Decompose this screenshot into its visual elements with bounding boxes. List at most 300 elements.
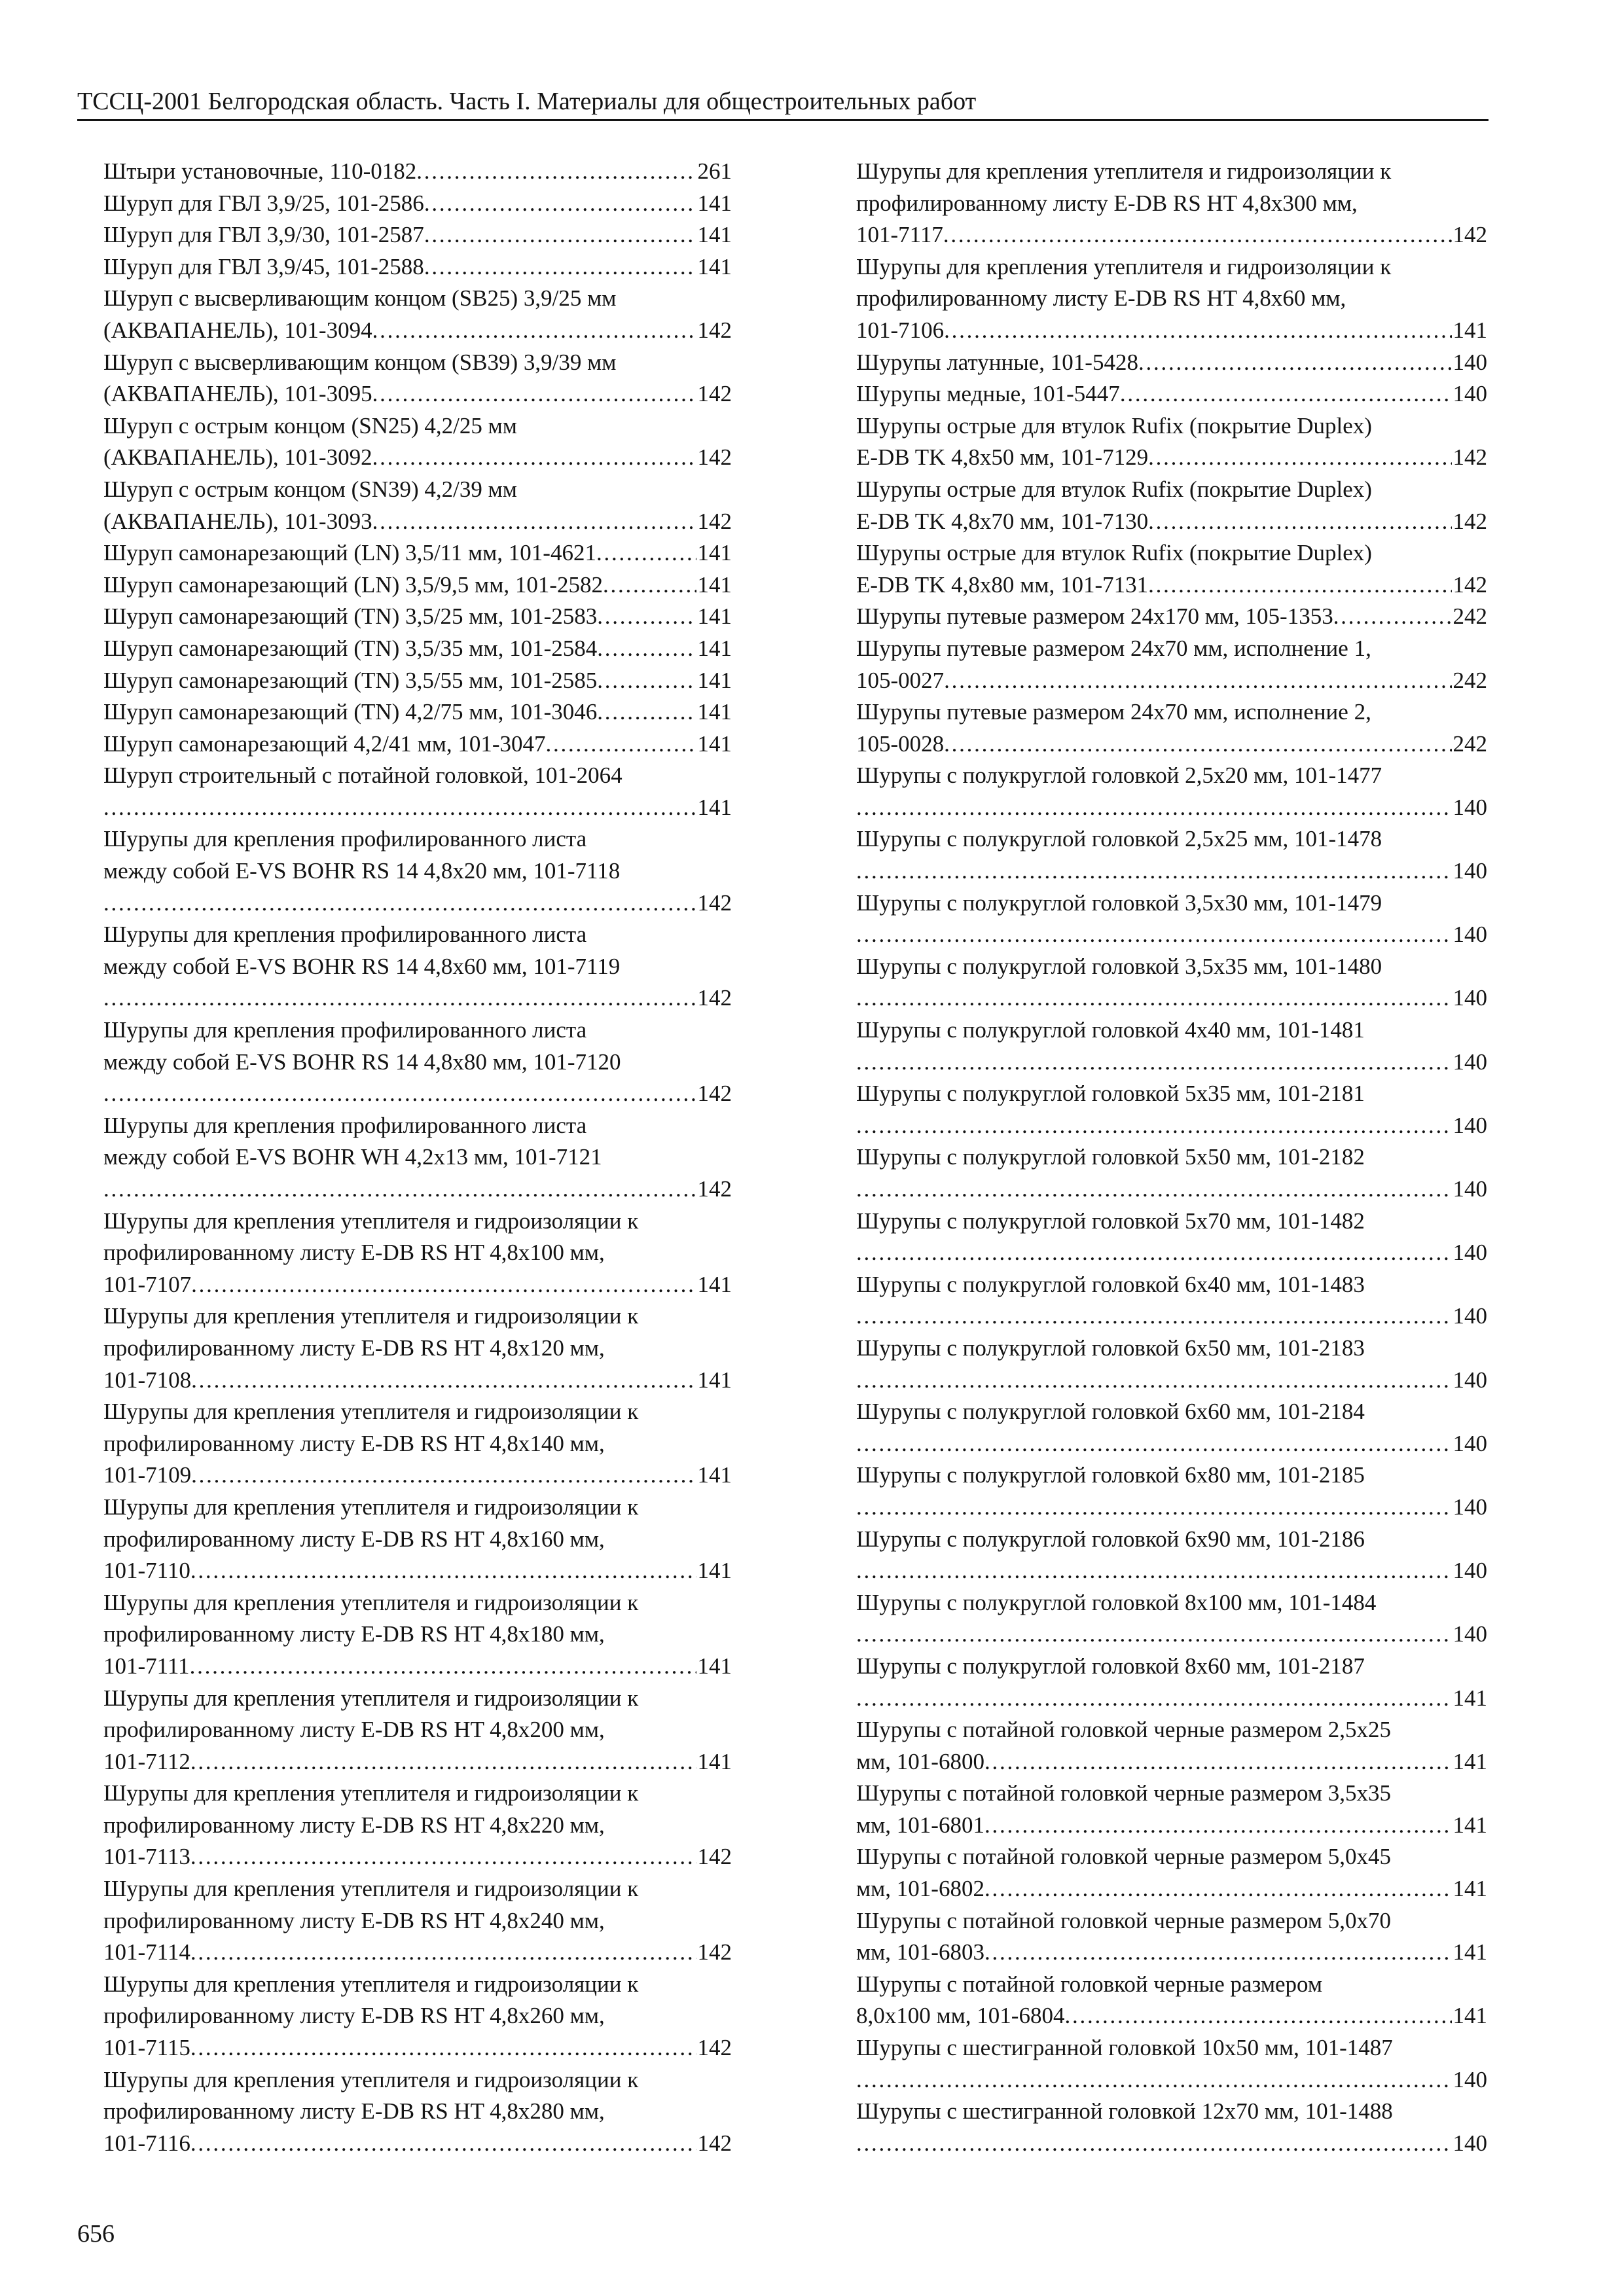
entry-text: Шурупы с потайной головкой черные размером 5,0x70 [856,1907,1392,1933]
entry-line [103,919,732,951]
entry-text: Шурупы с потайной головкой черные размером 2,5x25 [856,1717,1392,1743]
entry-text: Шурупы с полукруглой головкой 6x40 мм, 101-1483 [856,1271,1365,1297]
entry-line [856,474,1487,506]
dot-leader [856,982,1452,1014]
index-entry [77,1492,732,1587]
entry-page-number: 141 [697,222,732,248]
entry-text: 101-7110 [103,1558,190,1584]
entry-line [856,1365,1487,1397]
dot-leader [1120,378,1452,410]
entry-line [856,1810,1487,1842]
entry-text: профилированному листу E-DB RS HT 4,8x220 мм, [103,1812,605,1838]
index-entry [830,2096,1487,2159]
entry-line [103,537,732,569]
entry-line [103,188,732,220]
dot-leader [103,1174,696,1206]
entry-page-number: 141 [697,1462,732,1488]
entry-page-number: 141 [697,794,732,820]
entry-line [103,569,732,601]
dot-leader [856,1619,1452,1651]
entry-page-number: 141 [697,635,732,661]
index-entry [830,1396,1487,1460]
entry-page-number: 140 [1453,1558,1487,1584]
entry-line [103,1078,732,1110]
entry-page-number: 140 [1453,2130,1487,2156]
entry-page-number: 142 [697,889,732,916]
entry-text: 101-7112 [103,1748,190,1774]
entry-line [103,1905,732,1937]
entry-page-number: 140 [1453,1176,1487,1202]
entry-page-number: 142 [697,985,732,1011]
entry-text: Шурупы для крепления утеплителя и гидроизоляции к [103,1399,639,1425]
entry-line [856,919,1487,951]
entry-line [103,855,732,888]
entry-text: Шуруп для ГВЛ 3,9/25, 101-2586 [103,190,424,216]
entry-line [103,1365,732,1397]
entry-line [103,633,732,665]
entry-line [103,1778,732,1810]
entry-line [103,2128,732,2160]
entry-text: Шурупы для крепления профилированного листа [103,1017,587,1043]
entry-line [856,823,1487,855]
index-entry [77,2064,732,2160]
entry-text: Шурупы для крепления утеплителя и гидроизоляции к [856,158,1392,184]
entry-text: Шуруп самонарезающий (TN) 3,5/25 мм, 101-2583 [103,603,598,630]
entry-line [856,283,1487,315]
index-entry [830,1078,1487,1141]
entry-line [856,951,1487,983]
dot-leader [984,1937,1452,1969]
entry-text: профилированному листу E-DB RS HT 4,8x120 мм, [103,1335,605,1361]
dot-leader [597,633,696,665]
entry-line [103,1269,732,1301]
entry-text: E-DB TK 4,8x50 мм, 101-7129 [856,444,1149,471]
entry-line [103,1841,732,1873]
entry-text: 101-7106 [856,317,945,343]
entry-line [856,1300,1487,1333]
entry-text: 101-7116 [103,2130,190,2156]
entry-page-number: 141 [697,1271,732,1297]
entry-text: 101-7113 [103,1844,190,1870]
entry-line [856,347,1487,379]
entry-line [103,1524,732,1556]
entry-line [103,1683,732,1715]
entry-line [103,1714,732,1746]
index-entry [830,633,1487,696]
entry-text: между собой E-VS BOHR WH 4,2x13 мм, 101-7121 [103,1144,602,1170]
index-entry [77,1396,732,1492]
entry-line [856,1110,1487,1142]
dot-leader [856,855,1452,888]
index-entry [77,665,732,697]
entry-text: профилированному листу E-DB RS HT 4,8x200 мм, [103,1717,605,1743]
index-entry [830,1778,1487,1841]
index-entry [830,823,1487,887]
entry-text: Шурупы латунные, 101-5428 [856,349,1138,375]
entry-line [856,888,1487,920]
entry-text: Шурупы для крепления утеплителя и гидроизоляции к [103,1208,639,1234]
entry-line [856,1841,1487,1873]
entry-line [103,1651,732,1683]
dot-leader [190,2032,696,2064]
entry-text: Шурупы с полукруглой головкой 8x60 мм, 101-2187 [856,1653,1365,1679]
index-entry [77,633,732,665]
entry-text: между собой E-VS BOHR RS 14 4,8x80 мм, 101-7120 [103,1049,621,1075]
entry-text: E-DB TK 4,8x70 мм, 101-7130 [856,508,1149,534]
entry-text: Шурупы для крепления утеплителя и гидроизоляции к [103,1971,639,1997]
index-entry [830,1714,1487,1778]
entry-line [856,1905,1487,1937]
dot-leader [944,315,1451,347]
entry-text: Шурупы с потайной головкой черные размером [856,1971,1323,1997]
entry-line [856,1396,1487,1428]
entry-text: 101-7117 [856,222,943,248]
dot-leader [191,1365,696,1397]
entry-page-number: 140 [1453,922,1487,948]
entry-text: мм, 101-6801 [856,1812,984,1838]
entry-page-number: 261 [697,158,732,184]
entry-text: Шуруп самонарезающий (TN) 3,5/55 мм, 101-2585 [103,667,598,693]
index-entry [830,2032,1487,2096]
entry-text: Шурупы с полукруглой головкой 5x70 мм, 101-1482 [856,1208,1365,1234]
entry-text: 105-0027 [856,667,945,693]
entry-page-number: 141 [1453,1748,1487,1774]
entry-line [103,1237,732,1269]
dot-leader [856,1047,1452,1079]
entry-page-number: 141 [697,253,732,279]
dot-leader [856,2128,1452,2160]
entry-line [856,1333,1487,1365]
index-entry [830,1206,1487,1269]
entry-line [103,760,732,792]
entry-line [103,315,732,347]
dot-leader [372,378,696,410]
dot-leader [1138,347,1452,379]
entry-page-number: 140 [1453,1430,1487,1456]
entry-line [856,1206,1487,1238]
entry-text: Шурупы для крепления утеплителя и гидроизоляции к [103,1685,639,1711]
entry-line [103,378,732,410]
entry-text: между собой E-VS BOHR RS 14 4,8x20 мм, 101-7118 [103,858,621,884]
dot-leader [103,982,696,1014]
entry-page-number: 142 [697,1081,732,1107]
dot-leader [856,1683,1452,1715]
entry-line [856,1587,1487,1619]
entry-page-number: 140 [1453,2066,1487,2092]
dot-leader [190,1841,696,1873]
entry-line [103,156,732,188]
index-entry [77,188,732,220]
entry-line [856,1683,1487,1715]
index-entry [830,537,1487,601]
entry-text: 8,0x100 мм, 101-6804 [856,2003,1065,2029]
entry-line [856,982,1487,1014]
entry-text: Шурупы с потайной головкой черные размером 3,5x35 [856,1780,1392,1806]
entry-line [856,251,1487,283]
entry-text: Шурупы медные, 101-5447 [856,381,1120,407]
entry-page-number: 141 [697,1558,732,1584]
entry-page-number: 140 [1453,1494,1487,1520]
dot-leader [856,1555,1452,1587]
entry-line [856,633,1487,665]
entry-line [103,823,732,855]
entry-line [103,1555,732,1587]
entry-line [103,601,732,633]
entry-text: 101-7114 [103,1939,190,1965]
entry-text: Шурупы с полукруглой головкой 6x90 мм, 101-2186 [856,1526,1365,1552]
entry-line [103,1492,732,1524]
dot-leader [597,601,696,633]
entry-line [856,410,1487,442]
index-entry [77,410,732,474]
entry-line [103,474,732,506]
entry-line [103,1047,732,1079]
entry-line [856,1269,1487,1301]
entry-text: Шурупы для крепления утеплителя и гидроизоляции к [103,2066,639,2092]
entry-text: Шурупы путевые размером 24x170 мм, 105-1353 [856,603,1333,630]
entry-line [103,1810,732,1842]
dot-leader [597,665,696,697]
index-entry [830,251,1487,347]
entry-text: Шурупы с полукруглой головкой 4x40 мм, 101-1481 [856,1017,1365,1043]
entry-text: Штыри установочные, 110-0182 [103,158,417,184]
entry-line [103,1014,732,1047]
entry-page-number: 141 [697,190,732,216]
entry-text: Шурупы с полукруглой головкой 6x50 мм, 101-2183 [856,1335,1365,1361]
entry-line [856,569,1487,601]
dot-leader [1148,569,1451,601]
dot-leader [856,792,1452,824]
entry-text: 101-7108 [103,1367,192,1393]
entry-text: Шурупы с полукруглой головкой 8x100 мм, 101-1484 [856,1589,1377,1615]
dot-leader [597,696,696,728]
dot-leader [856,1365,1452,1397]
entry-page-number: 141 [1453,1812,1487,1838]
entry-page-number: 140 [1453,794,1487,820]
index-entry [77,1206,732,1301]
dot-leader [424,219,696,251]
dot-leader [546,728,696,761]
entry-text: профилированному листу E-DB RS HT 4,8x60 мм, [856,285,1346,312]
entry-page-number: 141 [1453,317,1487,343]
dot-leader [191,1460,696,1492]
entry-page-number: 242 [1453,603,1487,630]
entry-line [856,219,1487,251]
index-entry [830,601,1487,633]
entry-text: профилированному листу E-DB RS HT 4,8x240 мм, [103,1907,605,1933]
index-entry [830,696,1487,760]
index-entry [830,1460,1487,1523]
entry-text: Шурупы для крепления утеплителя и гидроизоляции к [103,1303,639,1329]
entry-page-number: 142 [697,1176,732,1202]
entry-page-number: 142 [1453,508,1487,534]
dot-leader [103,888,696,920]
entry-line [103,951,732,983]
entry-text: 101-7115 [103,2035,190,2061]
entry-line [103,506,732,538]
entry-line [856,1873,1487,1905]
index-entry [830,1587,1487,1651]
dot-leader [1148,506,1451,538]
entry-line [103,1300,732,1333]
entry-page-number: 142 [697,508,732,534]
entry-page-number: 141 [697,667,732,693]
entry-text: (АКВАПАНЕЛЬ), 101-3093 [103,508,372,534]
index-entry [830,410,1487,474]
entry-line [103,1110,732,1142]
entry-page-number: 142 [1453,444,1487,471]
dot-leader [856,1300,1452,1333]
entry-text: профилированному листу E-DB RS HT 4,8x160 мм, [103,1526,605,1552]
entry-line [103,888,732,920]
entry-line [856,2064,1487,2096]
entry-line [856,2000,1487,2032]
index-entry [77,1873,732,1969]
entry-line [856,1141,1487,1174]
entry-line [856,1778,1487,1810]
entry-line [856,1014,1487,1047]
dot-leader [943,219,1452,251]
index-column-right [830,156,1487,2159]
dot-leader [856,2064,1452,2096]
entry-text: профилированному листу E-DB RS HT 4,8x260 мм, [103,2003,605,2029]
header-rule [77,119,1489,121]
entry-text: Шуруп с острым концом (SN25) 4,2/25 мм [103,412,517,439]
entry-text: Шурупы для крепления утеплителя и гидроизоляции к [103,1494,639,1520]
entry-text: Шурупы с полукруглой головкой 5x35 мм, 101-2181 [856,1081,1365,1107]
dot-leader [856,1174,1452,1206]
entry-text: Шуруп самонарезающий 4,2/41 мм, 101-3047 [103,730,546,757]
entry-page-number: 140 [1453,349,1487,375]
dot-leader [944,728,1451,761]
entry-line [103,2000,732,2032]
index-entry [77,601,732,633]
entry-page-number: 141 [697,603,732,630]
index-entry [77,283,732,346]
entry-line [103,665,732,697]
index-entry [77,156,732,188]
entry-text: (АКВАПАНЕЛЬ), 101-3094 [103,317,372,343]
entry-line [103,347,732,379]
entry-page-number: 142 [697,381,732,407]
entry-line [856,1555,1487,1587]
entry-line [856,1524,1487,1556]
index-entry [77,474,732,537]
entry-page-number: 142 [697,444,732,471]
index-entry [77,919,732,1014]
entry-line [103,442,732,474]
entry-line [856,188,1487,220]
entry-line [856,156,1487,188]
dot-leader [944,665,1451,697]
entry-text: 101-7107 [103,1271,192,1297]
entry-page-number: 140 [1453,1621,1487,1647]
entry-page-number: 140 [1453,1240,1487,1266]
index-entry [830,1014,1487,1078]
entry-page-number: 140 [1453,1112,1487,1138]
index-entry [830,1969,1487,2032]
entry-line [103,1746,732,1778]
entry-page-number: 242 [1453,667,1487,693]
entry-page-number: 242 [1453,730,1487,757]
entry-line [103,283,732,315]
entry-text: профилированному листу E-DB RS HT 4,8x100 мм, [103,1240,605,1266]
entry-page-number: 142 [1453,222,1487,248]
entry-line [103,1937,732,1969]
entry-page-number: 142 [697,1939,732,1965]
index-entry [830,760,1487,823]
entry-text: 101-7111 [103,1653,190,1679]
entry-line [856,1746,1487,1778]
entry-text: Шурупы для крепления утеплителя и гидроизоляции к [103,1876,639,1902]
index-entry [830,1333,1487,1396]
entry-line [856,2032,1487,2064]
entry-text: Шуруп самонарезающий (LN) 3,5/11 мм, 101-4621 [103,540,596,566]
running-header: ТССЦ-2001 Белгородская область. Часть I. Материалы для общестроительных работ [77,88,977,115]
entry-text: Шурупы с полукруглой головкой 3,5x35 мм, 101-1480 [856,953,1382,979]
entry-text: Шурупы для крепления утеплителя и гидроизоляции к [103,1589,639,1615]
entry-line [103,410,732,442]
entry-page-number: 141 [697,540,732,566]
entry-line [856,855,1487,888]
entry-page-number: 141 [697,1367,732,1393]
entry-text: Шурупы для крепления профилированного листа [103,922,587,948]
entry-page-number: 142 [697,317,732,343]
entry-text: 105-0028 [856,730,945,757]
dot-leader [190,2128,696,2160]
entry-line [856,1969,1487,2001]
index-entry [77,347,732,410]
entry-line [103,1333,732,1365]
entry-page-number: 141 [697,699,732,725]
entry-line [856,665,1487,697]
entry-line [103,1969,732,2001]
index-entry [830,1269,1487,1333]
dot-leader [856,1237,1452,1269]
entry-page-number: 142 [697,2035,732,2061]
dot-leader [856,919,1452,951]
entry-line [856,1174,1487,1206]
dot-leader [103,792,696,824]
entry-text: профилированному листу E-DB RS HT 4,8x280 мм, [103,2098,605,2125]
entry-line [856,1651,1487,1683]
entry-line [103,2096,732,2128]
entry-line [856,315,1487,347]
dot-leader [372,315,696,347]
entry-line [103,1460,732,1492]
entry-line [856,1047,1487,1079]
entry-text: Шурупы для крепления утеплителя и гидроизоляции к [103,1780,639,1806]
index-entry [77,1969,732,2064]
entry-page-number: 141 [697,730,732,757]
entry-line [103,982,732,1014]
index-entry [77,823,732,919]
index-entry [77,760,732,823]
index-entry [77,219,732,251]
entry-line [856,1492,1487,1524]
entry-text: профилированному листу E-DB RS HT 4,8x300 мм, [856,190,1358,216]
entry-line [856,1714,1487,1746]
index-entry [77,1110,732,1206]
entry-text: (АКВАПАНЕЛЬ), 101-3095 [103,381,372,407]
entry-line [856,760,1487,792]
entry-text: Шурупы с полукруглой головкой 5x50 мм, 101-2182 [856,1144,1365,1170]
index-entry [77,1778,732,1873]
entry-line [856,2128,1487,2160]
dot-leader [596,537,696,569]
index-entry [77,1587,732,1683]
entry-line [856,601,1487,633]
